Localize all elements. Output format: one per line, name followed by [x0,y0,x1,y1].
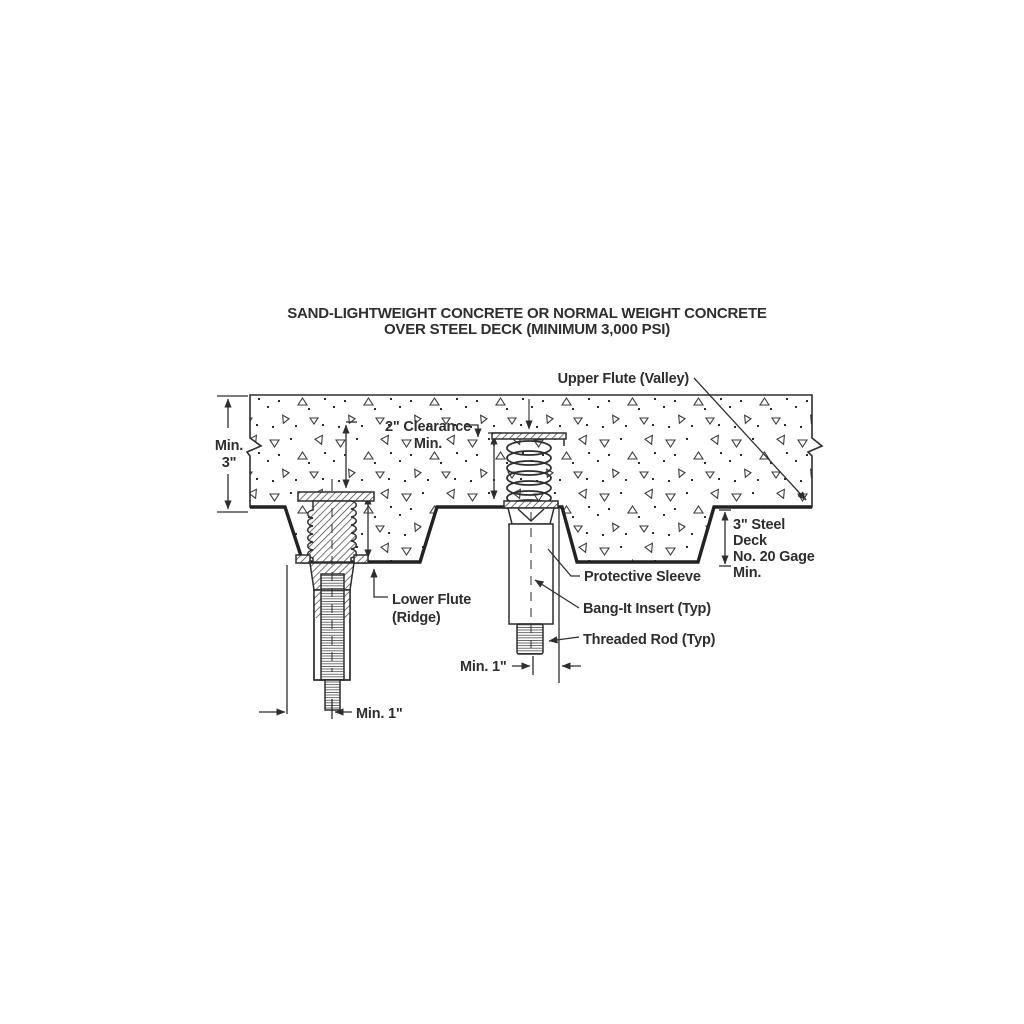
deck-clamp-tab-right [354,555,368,563]
label-deck-1: 3" Steel [733,517,786,533]
label-min1-left: Min. 1" [356,706,403,722]
label-threaded-rod: Threaded Rod (Typ) [583,632,716,648]
leader-threaded-rod [549,637,579,641]
label-deck-2: Deck [733,533,767,549]
label-slab-min-2: 3" [221,455,237,471]
label-bang-it: Bang-It Insert (Typ) [583,601,711,617]
figure-title-line1: SAND-LIGHTWEIGHT CONCRETE OR NORMAL WEIGHT CONCRETE [287,305,767,322]
insert-cap-plate [298,492,374,501]
threaded-rod-right [517,624,543,654]
label-protective-sleeve: Protective Sleeve [584,569,701,585]
deck-flange [504,501,558,508]
label-clearance-1: 2" Clearance [385,419,471,435]
dim-deck-depth [719,510,731,566]
label-deck-3: No. 20 Gage [733,549,815,565]
label-upper-flute: Upper Flute (Valley) [557,371,689,387]
label-lower-flute-2: (Ridge) [392,610,441,626]
insert-upper-flute [492,399,566,654]
dim-slab-thickness [214,396,248,512]
anchor-top-plate [492,433,566,439]
label-clearance-2: Min. [413,436,443,452]
label-min1-right: Min. 1" [460,659,507,675]
label-deck-4: Min. [733,565,762,581]
label-slab-min-1: Min. [214,438,244,454]
deck-clamp-tab-left [296,555,310,563]
label-lower-flute-1: Lower Flute [392,592,472,608]
figure-title-line2: OVER STEEL DECK (MINIMUM 3,000 PSI) [383,321,671,338]
leader-lower-flute [374,569,388,597]
